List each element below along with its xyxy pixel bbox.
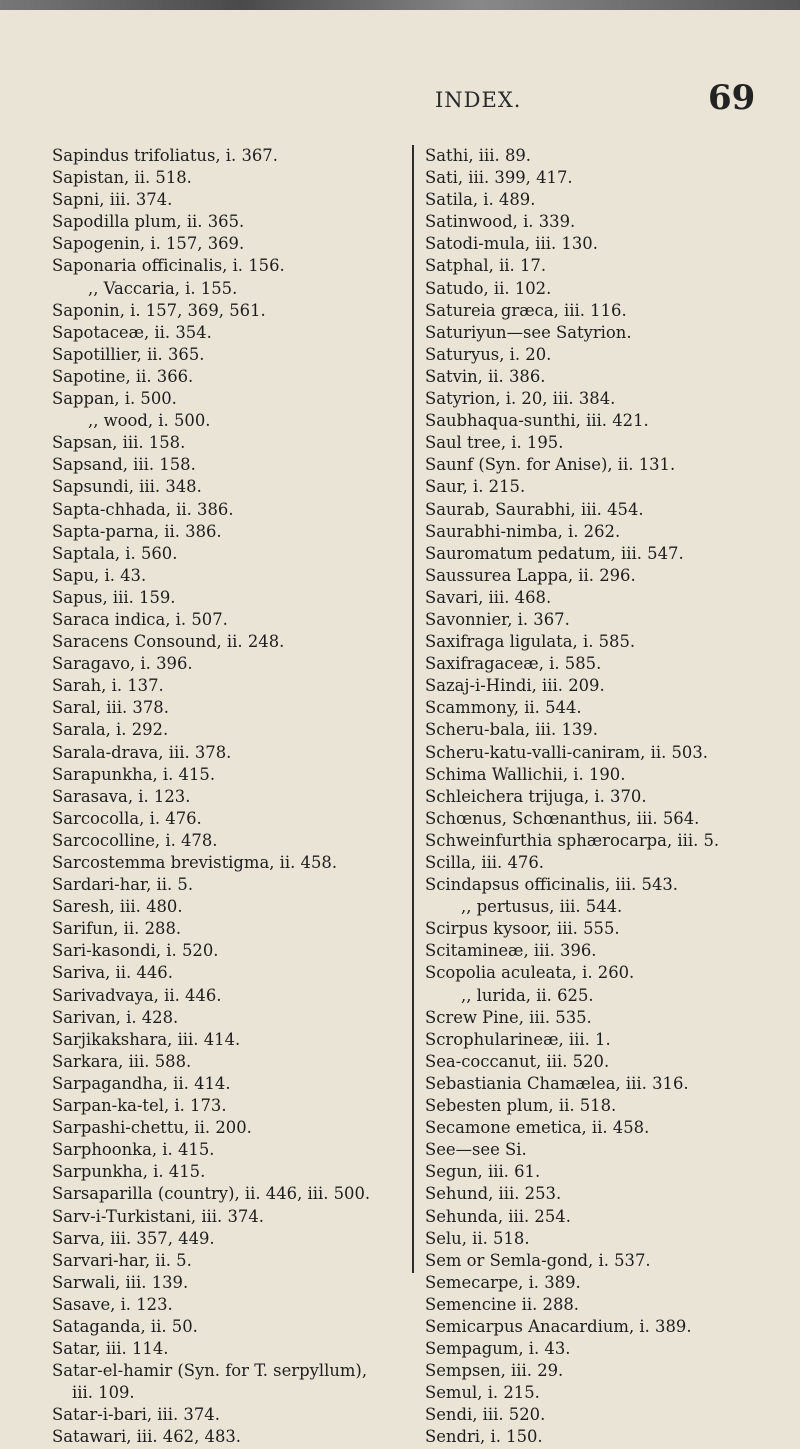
index-entry: Sebesten plum, ii. 518. bbox=[425, 1096, 617, 1116]
index-entry: Sapodilla plum, ii. 365. bbox=[52, 212, 245, 232]
index-entry: Scilla, iii. 476. bbox=[425, 853, 544, 872]
index-entry: Sarpashi-chettu, ii. 200. bbox=[52, 1118, 252, 1138]
index-entry: Saxifragaceæ, i. 585. bbox=[425, 654, 602, 674]
index-entry: Sarsaparilla (country), ii. 446, iii. 500. bbox=[52, 1184, 371, 1204]
index-entry: Saussurea Lappa, ii. 296. bbox=[425, 565, 636, 585]
index-entry: Semecarpe, i. 389. bbox=[425, 1272, 581, 1292]
index-entry: See—see Si. bbox=[425, 1140, 527, 1160]
index-entry: Saubhaqua-sunthi, iii. 421. bbox=[425, 411, 649, 431]
index-entry: Sarpan-ka-tel, i. 173. bbox=[52, 1096, 227, 1116]
index-entry: Saponaria officinalis, i. 156. bbox=[52, 256, 285, 276]
index-entry: Schima Wallichii, i. 190. bbox=[425, 764, 626, 784]
index-entry: Saxifraga ligulata, i. 585. bbox=[425, 632, 636, 652]
index-entry: Satar-el-hamir (Syn. for T. serpyllum), bbox=[52, 1361, 368, 1381]
index-entry: Sarv-i-Turkistani, iii. 374. bbox=[52, 1206, 264, 1226]
index-entry: Sapotine, ii. 366. bbox=[52, 366, 194, 386]
index-entry: Sardari-har, ii. 5. bbox=[52, 875, 194, 895]
index-entry: Sarphoonka, i. 415. bbox=[52, 1140, 215, 1160]
index-entry: Sasave, i. 123. bbox=[52, 1294, 173, 1314]
index-entry: Satureia græca, iii. 116. bbox=[425, 300, 627, 320]
index-entry: Sem or Semla-gond, i. 537. bbox=[425, 1250, 651, 1270]
index-entry: Sari-kasondi, i. 520. bbox=[52, 941, 219, 961]
index-entry: Saresh, iii. 480. bbox=[52, 897, 183, 917]
index-entry: Satar-i-bari, iii. 374. bbox=[52, 1405, 220, 1425]
index-entry: iii. 109. bbox=[72, 1383, 135, 1403]
index-entry: Sehund, iii. 253. bbox=[425, 1184, 562, 1204]
index-entry: Sarala, i. 292. bbox=[52, 720, 169, 740]
index-entry: Sarpunkha, i. 415. bbox=[52, 1162, 206, 1182]
index-entry: Satar, iii. 114. bbox=[52, 1339, 169, 1359]
index-entry: Sehunda, iii. 254. bbox=[425, 1206, 571, 1226]
column-divider bbox=[412, 145, 414, 1273]
index-entry: Sarjikakshara, iii. 414. bbox=[52, 1029, 241, 1049]
index-entry: Satila, i. 489. bbox=[425, 190, 536, 210]
index-entry: Scammony, ii. 544. bbox=[425, 698, 582, 718]
index-entry: Sarasava, i. 123. bbox=[52, 786, 191, 806]
index-entry: Saurabhi-nimba, i. 262. bbox=[425, 521, 621, 541]
index-entry: ,, wood, i. 500. bbox=[88, 411, 211, 431]
index-entry: Sapotillier, ii. 365. bbox=[52, 344, 205, 364]
index-entry: Satudo, ii. 102. bbox=[425, 278, 552, 298]
index-entry: Schœnus, Schœnanthus, iii. 564. bbox=[425, 808, 700, 828]
index-column-right bbox=[425, 145, 797, 1449]
index-entry: Sapni, iii. 374. bbox=[52, 190, 173, 210]
index-entry: Saturyus, i. 20. bbox=[425, 344, 552, 364]
index-entry: Sarva, iii. 357, 449. bbox=[52, 1228, 215, 1248]
index-entry: Sapu, i. 43. bbox=[52, 565, 147, 585]
index-entry: Saurab, Saurabhi, iii. 454. bbox=[425, 499, 644, 519]
index-entry: ,, lurida, ii. 625. bbox=[461, 985, 594, 1005]
index-entry: Satvin, ii. 386. bbox=[425, 366, 546, 386]
index-entry: Sempsen, iii. 29. bbox=[425, 1361, 564, 1381]
index-entry: Sataganda, ii. 50. bbox=[52, 1316, 198, 1336]
index-entry: Segun, iii. 61. bbox=[425, 1162, 541, 1182]
index-entry: Scitamineæ, iii. 396. bbox=[425, 941, 597, 961]
index-entry: Savonnier, i. 367. bbox=[425, 609, 570, 629]
index-entry: Sendi, iii. 520. bbox=[425, 1405, 546, 1425]
index-entry: Scopolia aculeata, i. 260. bbox=[425, 963, 635, 983]
index-entry: Sarwali, iii. 139. bbox=[52, 1272, 189, 1292]
index-entry: Sapindus trifoliatus, i. 367. bbox=[52, 146, 278, 165]
index-entry: Sappan, i. 500. bbox=[52, 389, 177, 409]
index-entry: Schweinfurthia sphærocarpa, iii. 5. bbox=[425, 830, 720, 850]
index-entry: Sathi, iii. 89. bbox=[425, 146, 532, 165]
index-entry: Sati, iii. 399, 417. bbox=[425, 168, 573, 188]
index-entry: Saptala, i. 560. bbox=[52, 543, 178, 563]
index-entry: Sarifun, ii. 288. bbox=[52, 919, 182, 939]
index-entry: Scrophularineæ, iii. 1. bbox=[425, 1029, 611, 1049]
index-entry: Sapotaceæ, ii. 354. bbox=[52, 322, 212, 342]
index-entry: Savari, iii. 468. bbox=[425, 587, 552, 607]
index-column-left bbox=[52, 145, 427, 1449]
index-entry: Satawari, iii. 462, 483. bbox=[52, 1427, 242, 1447]
index-entry: Sapsand, iii. 158. bbox=[52, 455, 196, 475]
index-entry: Sazaj-i-Hindi, iii. 209. bbox=[425, 676, 605, 696]
index-entry: ,, Vaccaria, i. 155. bbox=[88, 278, 238, 298]
index-entry: Sauromatum pedatum, iii. 547. bbox=[425, 543, 684, 563]
index-entry: Saur, i. 215. bbox=[425, 477, 526, 497]
index-entry: Satinwood, i. 339. bbox=[425, 212, 576, 232]
index-entry: Sarcocolla, i. 476. bbox=[52, 808, 202, 828]
page-number: 69 bbox=[708, 78, 756, 118]
index-entry: Sapta-parna, ii. 386. bbox=[52, 521, 222, 541]
index-entry: Satodi-mula, iii. 130. bbox=[425, 234, 598, 254]
index-entry: Scheru-katu-valli-caniram, ii. 503. bbox=[425, 742, 708, 762]
index-entry: Sebastiania Chamælea, iii. 316. bbox=[425, 1073, 689, 1093]
index-entry: Sariva, ii. 446. bbox=[52, 963, 173, 983]
index-entry: Sarpagandha, ii. 414. bbox=[52, 1073, 231, 1093]
index-entry: Semicarpus Anacardium, i. 389. bbox=[425, 1316, 692, 1336]
index-entry: Semencine ii. 288. bbox=[425, 1294, 580, 1314]
running-head-title: INDEX. bbox=[435, 88, 522, 112]
index-entry: Scindapsus officinalis, iii. 543. bbox=[425, 875, 679, 895]
index-entry: Sempagum, i. 43. bbox=[425, 1339, 571, 1359]
index-entry: Saraca indica, i. 507. bbox=[52, 609, 228, 629]
index-entry: Sarcostemma brevistigma, ii. 458. bbox=[52, 853, 338, 872]
index-entry: Saragavo, i. 396. bbox=[52, 654, 193, 674]
index-entry: Sapsundi, iii. 348. bbox=[52, 477, 202, 497]
index-entry: Sapistan, ii. 518. bbox=[52, 168, 192, 188]
index-entry: Schleichera trijuga, i. 370. bbox=[425, 786, 647, 806]
index-entry: Saul tree, i. 195. bbox=[425, 433, 564, 453]
index-entry: Sarivan, i. 428. bbox=[52, 1007, 179, 1027]
index-entry: Sarivadvaya, ii. 446. bbox=[52, 985, 222, 1005]
index-entry: Sarah, i. 137. bbox=[52, 676, 164, 696]
index-entry: Sapta-chhada, ii. 386. bbox=[52, 499, 234, 519]
index-entry: Selu, ii. 518. bbox=[425, 1228, 530, 1248]
index-entry: Satyrion, i. 20, iii. 384. bbox=[425, 389, 616, 409]
index-entry: Sarkara, iii. 588. bbox=[52, 1051, 192, 1071]
index-entry: Sarala-drava, iii. 378. bbox=[52, 742, 232, 762]
index-entry: Scheru-bala, iii. 139. bbox=[425, 720, 598, 740]
index-entry: Sapus, iii. 159. bbox=[52, 587, 176, 607]
index-entry: Scirpus kysoor, iii. 555. bbox=[425, 919, 620, 939]
index-entry: Sarapunkha, i. 415. bbox=[52, 764, 216, 784]
index-entry: Sarcocolline, i. 478. bbox=[52, 830, 218, 850]
index-entry: Saral, iii. 378. bbox=[52, 698, 169, 718]
index-entry: Sapogenin, i. 157, 369. bbox=[52, 234, 245, 254]
index-entry: ,, pertusus, iii. 544. bbox=[461, 897, 623, 917]
index-entry: Sapsan, iii. 158. bbox=[52, 433, 186, 453]
index-entry: Saunf (Syn. for Anise), ii. 131. bbox=[425, 455, 676, 475]
index-entry: Sea-coccanut, iii. 520. bbox=[425, 1051, 610, 1071]
index-entry: Semul, i. 215. bbox=[425, 1383, 540, 1403]
index-entry: Sarvari-har, ii. 5. bbox=[52, 1250, 192, 1270]
index-entry: Secamone emetica, ii. 458. bbox=[425, 1118, 650, 1138]
index-entry: Saracens Consound, ii. 248. bbox=[52, 632, 285, 652]
index-entry: Saturiyun—see Satyrion. bbox=[425, 322, 632, 342]
index-entry: Sendri, i. 150. bbox=[425, 1427, 543, 1447]
index-entry: Screw Pine, iii. 535. bbox=[425, 1007, 592, 1027]
index-entry: Saponin, i. 157, 369, 561. bbox=[52, 300, 266, 320]
index-entry: Satphal, ii. 17. bbox=[425, 256, 547, 276]
